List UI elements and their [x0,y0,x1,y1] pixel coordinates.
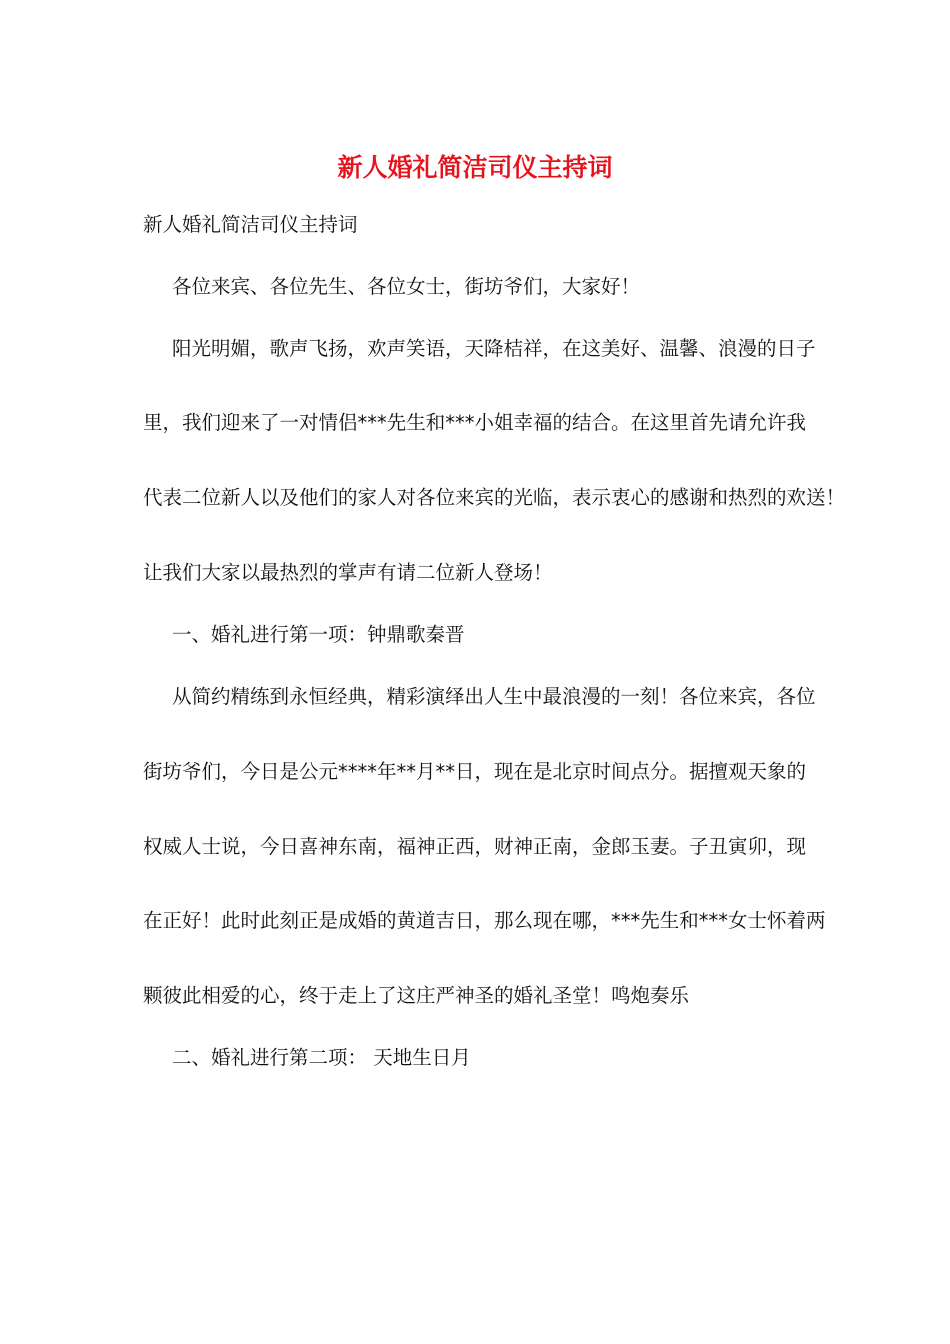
document-title: 新人婚礼简洁司仪主持词 [337,153,613,182]
section-heading-1: 一、婚礼进行第一项：钟鼎歌秦晋 [172,623,465,646]
paragraph-line: 在正好！此时此刻正是成婚的黄道吉日，那么现在哪，***先生和***女士怀着两 [143,909,826,932]
paragraph-line: 让我们大家以最热烈的掌声有请二位新人登场！ [143,561,553,584]
paragraph-line: 从简约精练到永恒经典，精彩演绎出人生中最浪漫的一刻！各位来宾，各位 [172,685,816,708]
section-heading-2: 二、婚礼进行第二项： 天地生日月 [172,1046,471,1069]
paragraph-line: 阳光明媚，歌声飞扬，欢声笑语，天降桔祥，在这美好、温馨、浪漫的日子 [172,337,816,360]
paragraph-line: 权威人士说，今日喜神东南，福神正西，财神正南，金郎玉妻。子丑寅卯，现 [143,835,807,858]
paragraph-line: 颗彼此相爱的心，终于走上了这庄严神圣的婚礼圣堂！鸣炮奏乐 [143,984,690,1007]
paragraph-line: 里，我们迎来了一对情侣***先生和***小姐幸福的结合。在这里首先请允许我 [143,411,807,434]
paragraph-line: 街坊爷们，今日是公元****年**月**日，现在是北京时间点分。据擅观天象的 [143,760,807,783]
paragraph-line: 代表二位新人以及他们的家人对各位来宾的光临，表示衷心的感谢和热烈的欢送！ [143,486,846,509]
greeting-line: 各位来宾、各位先生、各位女士，街坊爷们，大家好！ [172,275,641,298]
document-subtitle: 新人婚礼简洁司仪主持词 [143,213,358,236]
